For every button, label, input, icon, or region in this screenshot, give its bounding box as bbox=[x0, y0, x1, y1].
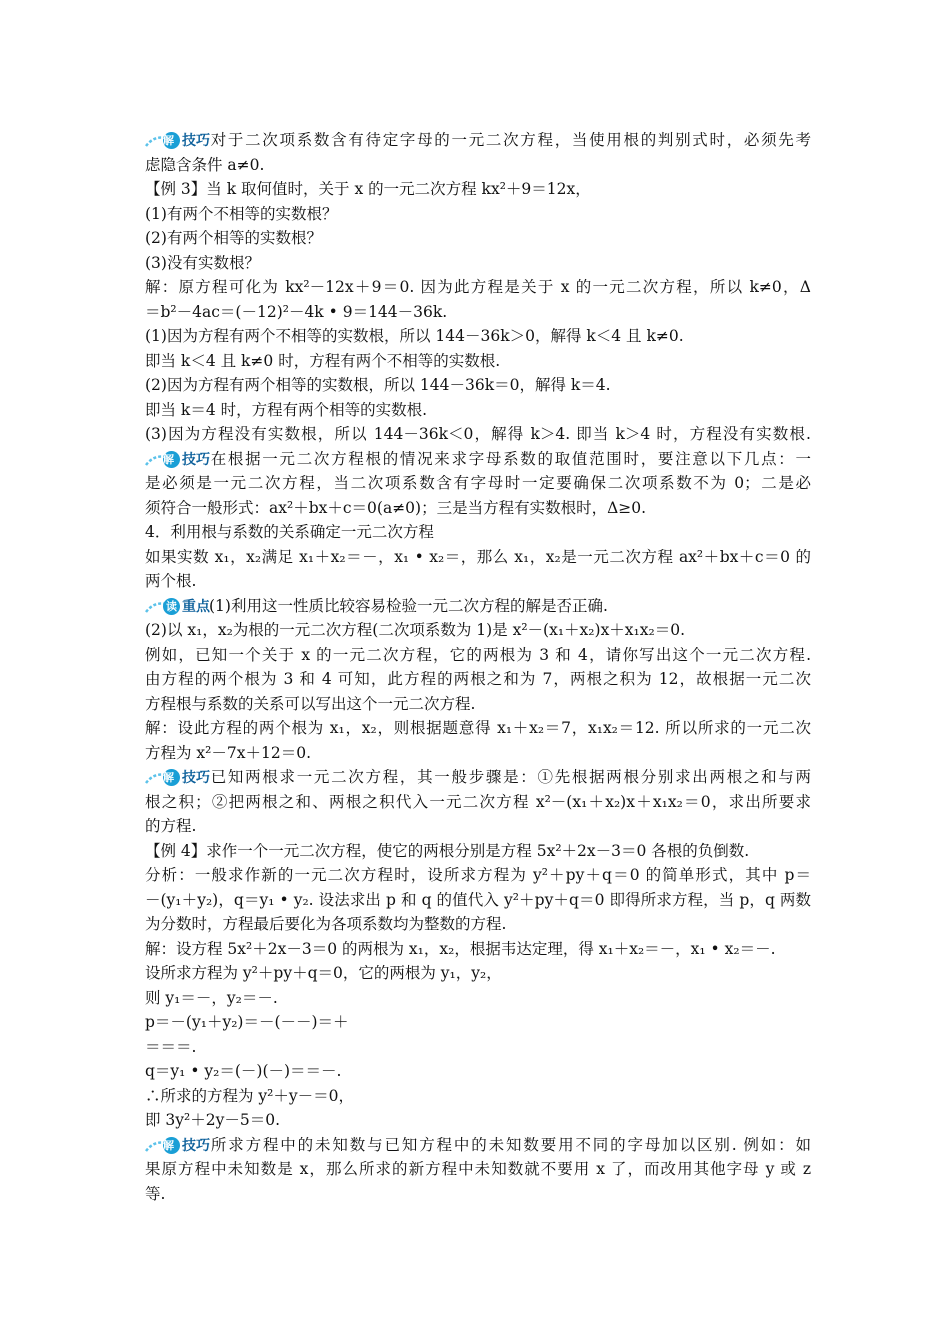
document-body bbox=[145, 128, 811, 1206]
text-line: (2)有两个相等的实数根？ bbox=[145, 229, 322, 247]
text-line: 则 y₁＝－，y₂＝－. bbox=[145, 988, 278, 1007]
text-line: 读 重点 (1)利用这一性质比较容易检验一元二次方程的解是否正确. bbox=[145, 594, 811, 619]
text-line: 即当 k＜4 且 k≠0 时，方程有两个不相等的实数根. bbox=[145, 351, 501, 370]
text-line: 须符合一般形式：ax²＋bx＋c＝0(a≠0)；三是当方程有实数根时，Δ≥0. bbox=[145, 498, 647, 517]
text-line: 两个根. bbox=[145, 572, 197, 590]
text-line: 设所求方程为 y²＋py＋q＝0，它的两根为 y₁，y₂， bbox=[145, 964, 502, 982]
text-line: 分析：一般求作新的一元二次方程时，设所求方程为 y²＋py＋q＝0 的简单形式，其中 p＝ bbox=[145, 866, 811, 884]
jiqiao-badge: 解 技巧 bbox=[145, 1136, 207, 1156]
text-line: (2)以 x₁，x₂为根的一元二次方程(二次项系数为 1)是 x²－(x₁＋x₂)x＋x₁x₂＝0. bbox=[145, 621, 686, 639]
text-line: 解 技巧 已知两根求一元二次方程，其一般步骤是：①先根据两根分别求出两根之和与两 bbox=[145, 765, 811, 790]
zhongdian-badge: 读 重点 bbox=[145, 597, 207, 617]
text-line: 虑隐含条件 a≠0. bbox=[145, 155, 265, 174]
text-line: ＝b²－4ac＝(－12)²－4k • 9＝144－36k. bbox=[145, 302, 448, 321]
section-heading: 4．利用根与系数的关系确定一元二次方程 bbox=[145, 523, 434, 541]
text-line: 果原方程中未知数是 x，那么所求的新方程中未知数就不要用 x 了，而改用其他字母 y 或 z bbox=[145, 1160, 811, 1178]
text-line: 解 技巧 在根据一元二次方程根的情况来求字母系数的取值范围时，要注意以下几点：一 bbox=[145, 447, 811, 472]
text-line: 如果实数 x₁，x₂满足 x₁＋x₂＝－，x₁ • x₂＝，那么 x₁，x₂是一元二次方程 ax²＋bx＋c＝0 的 bbox=[145, 547, 811, 566]
jiqiao-badge: 解 技巧 bbox=[145, 768, 207, 788]
text-line: 方程为 x²－7x＋12＝0. bbox=[145, 743, 311, 762]
text-line: 根之积；②把两根之和、两根之积代入一元二次方程 x²－(x₁＋x₂)x＋x₁x₂＝0，求出所要求 bbox=[145, 792, 811, 811]
text-line: 即 3y²＋2y－5＝0. bbox=[145, 1111, 281, 1129]
text-line: 方程根与系数的关系可以写出这个一元二次方程. bbox=[145, 694, 476, 713]
text-line: 的方程. bbox=[145, 817, 197, 835]
text-line: 解：原方程可化为 kx²－12x＋9＝0. 因为此方程是关于 x 的一元二次方程，所以 k≠0，Δ bbox=[145, 278, 811, 296]
text-line: ∴所求的方程为 y²＋y－＝0， bbox=[145, 1086, 355, 1105]
text-line: －(y₁＋y₂)，q＝y₁ • y₂. 设法求出 p 和 q 的值代入 y²＋py＋q＝0 即得所求方程，当 p，q 两数 bbox=[145, 890, 811, 909]
jiqiao-badge: 解 技巧 bbox=[145, 450, 207, 470]
text-line: (3)因为方程没有实数根，所以 144－36k＜0，解得 k＞4. 即当 k＞4 时，方程没有实数根. bbox=[145, 425, 811, 443]
text-line: 解：设此方程的两个根为 x₁，x₂，则根据题意得 x₁＋x₂＝7，x₁x₂＝12. 所以所求的一元二次 bbox=[145, 719, 811, 737]
text-line: 解 技巧 对于二次项系数含有待定字母的一元二次方程，当使用根的判别式时，必须先考 bbox=[145, 128, 811, 153]
text-line: (2)因为方程有两个相等的实数根，所以 144－36k＝0，解得 k＝4. bbox=[145, 376, 611, 394]
example-heading: 【例 4】求作一个一元二次方程，使它的两根分别是方程 5x²＋2x－3＝0 各根的负倒数. bbox=[145, 841, 750, 860]
text-line: 等. bbox=[145, 1184, 166, 1203]
text-line: 解：设方程 5x²＋2x－3＝0 的两根为 x₁，x₂，根据韦达定理，得 x₁＋x₂＝－，x₁ • x₂＝－. bbox=[145, 939, 776, 958]
jiqiao-badge: 解 技巧 bbox=[145, 131, 207, 151]
text-line: 例如，已知一个关于 x 的一元二次方程，它的两根为 3 和 4，请你写出这个一元二次方程. bbox=[145, 645, 811, 664]
text-line: q＝y₁ • y₂＝(－)(－)＝＝－. bbox=[145, 1062, 342, 1080]
text-line: p＝－(y₁＋y₂)＝－(－－)＝＋ bbox=[145, 1013, 349, 1031]
text-line: (3)没有实数根？ bbox=[145, 253, 260, 272]
text-line: ＝＝＝. bbox=[145, 1037, 197, 1056]
text-line: 解 技巧 所求方程中的未知数与已知方程中的未知数要用不同的字母加以区别. 例如：如 bbox=[145, 1133, 811, 1158]
text-line: (1)因为方程有两个不相等的实数根，所以 144－36k＞0，解得 k＜4 且 k≠0. bbox=[145, 327, 684, 345]
text-line: 即当 k＝4 时，方程有两个相等的实数根. bbox=[145, 400, 428, 419]
text-line: 是必须是一元二次方程，当二次项系数含有字母时一定要确保二次项系数不为 0；二是必 bbox=[145, 474, 811, 492]
text-line: (1)有两个不相等的实数根？ bbox=[145, 204, 338, 223]
text-line: 由方程的两个根为 3 和 4 可知，此方程的两根之和为 7，两根之积为 12，故根据一元二次 bbox=[145, 670, 811, 688]
example-heading: 【例 3】当 k 取何值时，关于 x 的一元二次方程 kx²＋9＝12x， bbox=[145, 180, 591, 198]
text-line: 为分数时，方程最后要化为各项系数均为整数的方程. bbox=[145, 915, 507, 933]
